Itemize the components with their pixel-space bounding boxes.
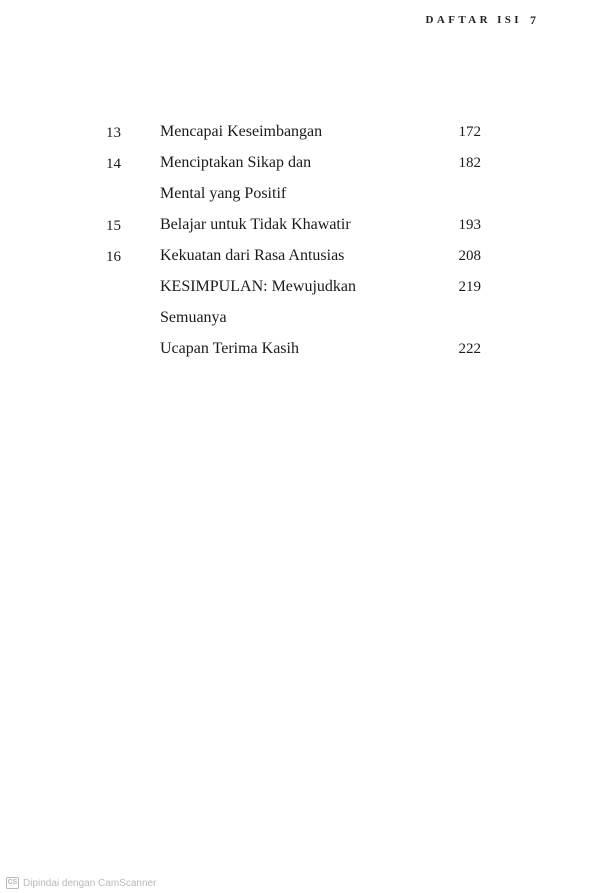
page-number: 7 — [530, 13, 536, 27]
toc-title: Menciptakan Sikap dan — [160, 154, 312, 171]
section-title: DAFTAR ISI — [425, 14, 522, 26]
camscanner-logo-icon: CS — [6, 877, 19, 889]
toc-page-number: 193 — [458, 217, 481, 233]
toc-title: Mental yang Positif — [160, 185, 287, 202]
watermark-text: Dipindai dengan CamScanner — [23, 877, 157, 889]
toc-row — [0, 118, 600, 149]
toc-row — [0, 335, 600, 366]
scanner-watermark — [6, 877, 156, 889]
toc-page-number: 182 — [458, 155, 481, 171]
table-of-contents — [0, 118, 600, 366]
toc-title: Semuanya — [160, 309, 227, 326]
toc-row — [0, 180, 600, 211]
toc-row — [0, 273, 600, 304]
toc-title: Belajar untuk Tidak Khawatir — [160, 216, 351, 233]
toc-row — [0, 304, 600, 335]
toc-title: Ucapan Terima Kasih — [160, 340, 299, 357]
toc-chapter-number: 14 — [106, 156, 121, 172]
toc-chapter-number: 13 — [106, 125, 121, 141]
toc-row — [0, 211, 600, 242]
toc-title: KESIMPULAN: Mewujudkan — [160, 278, 356, 295]
toc-title: Mencapai Keseimbangan — [160, 123, 323, 140]
toc-page-number: 172 — [458, 124, 481, 140]
toc-page-number: 222 — [458, 341, 481, 357]
toc-chapter-number: 15 — [106, 218, 121, 234]
toc-chapter-number: 16 — [106, 249, 121, 265]
toc-row — [0, 149, 600, 180]
toc-title: Kekuatan dari Rasa Antusias — [160, 247, 345, 264]
toc-page-number: 208 — [458, 248, 481, 264]
toc-page-number: 219 — [458, 279, 481, 295]
toc-row — [0, 242, 600, 273]
